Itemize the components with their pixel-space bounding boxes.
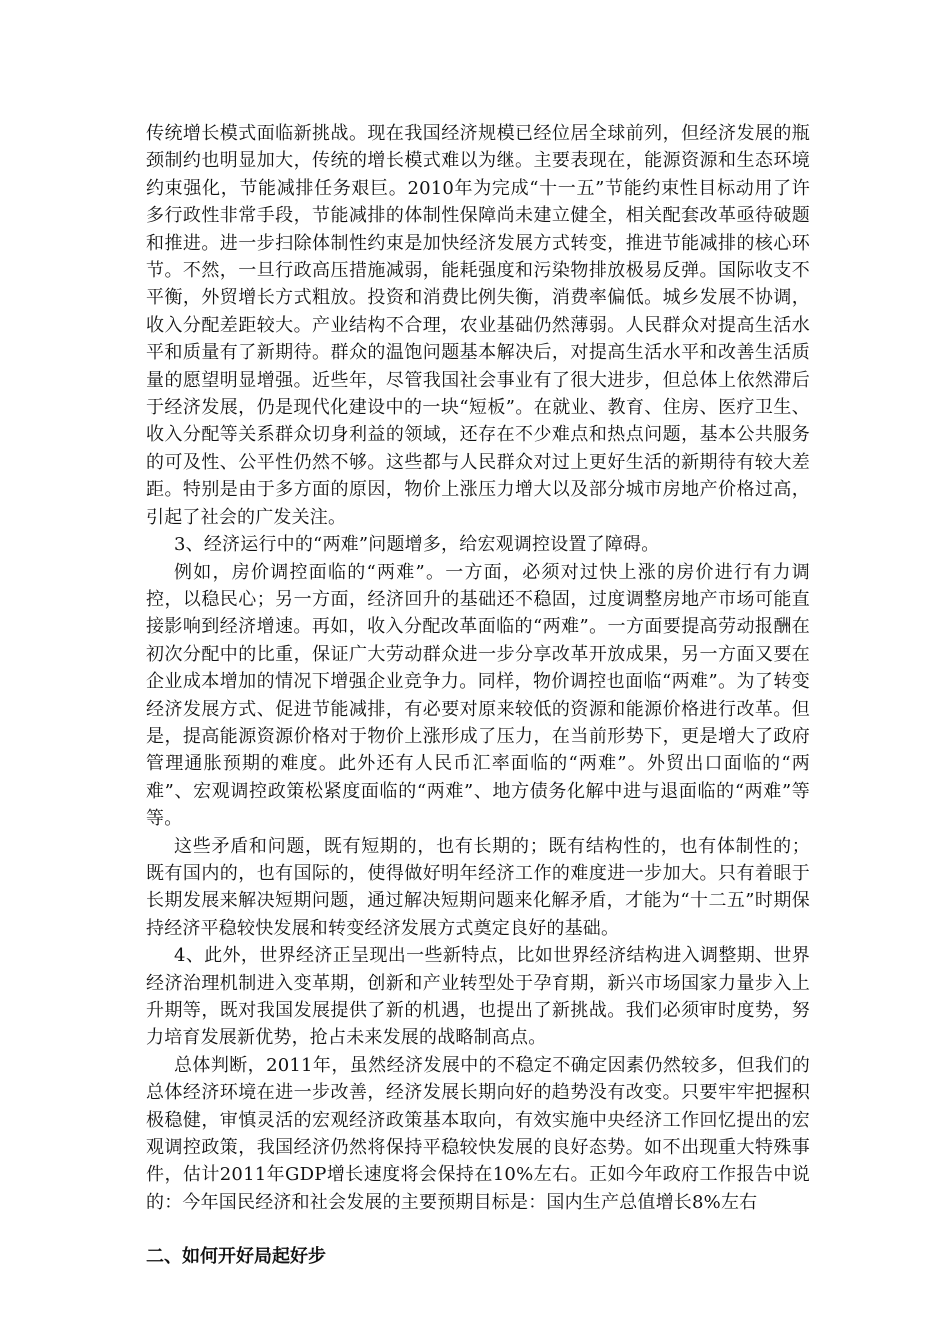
document-page <box>146 120 810 1271</box>
body-paragraph-1: 传统增长模式面临新挑战。现在我国经济规模已经位居全球前列，但经济发展的瓶颈制约也明显加大，传统的增长模式难以为继。主要表现在，能源资源和生态环境约束强化，节能减排任务艰巨。2010年为完成“十一五”节能约束性目标动用了许多行政性非常手段，节能减排的体制性保障尚未建立健全，相关配套改革亟待破题和推进。进一步扫除体制性约束是加快经济发展方式转变，推进节能减排的核心环节。不然，一旦行政高压措施减弱，能耗强度和污染物排放极易反弹。国际收支不平衡，外贸增长方式粗放。投资和消费比例失衡，消费率偏低。城乡发展不协调，收入分配差距较大。产业结构不合理，农业基础仍然薄弱。人民群众对提高生活水平和质量有了新期待。群众的温饱问题基本解决后，对提高生活水平和改善生活质量的愿望明显增强。近些年，尽管我国社会事业有了很大进步，但总体上依然滞后于经济发展，仍是现代化建设中的一块“短板”。在就业、教育、住房、医疗卫生、收入分配等关系群众切身利益的领域，还存在不少难点和热点问题，基本公共服务的可及性、公平性仍然不够。这些都与人民群众对过上更好生活的新期待有较大差距。特别是由于多方面的原因，物价上涨压力增大以及部分城市房地产价格过高，引起了社会的广发关注。 <box>146 123 810 528</box>
body-paragraph-3: 例如，房价调控面临的“两难”。一方面，必须对过快上涨的房价进行有力调控，以稳民心；另一方面，经济回升的基础还不稳固，过度调整房地产市场可能直接影响到经济增速。再如，收入分配改革面临的“两难”。一方面要提高劳动报酬在初次分配中的比重，保证广大劳动群众进一步分享改革开放成果，另一方面又要在企业成本增加的情况下增强企业竞争力。同样，物价调控也面临“两难”。为了转变经济发展方式、促进节能减排，有必要对原来较低的资源和能源价格进行改革。但是，提高能源资源价格对于物价上涨形成了压力，在当前形势下，更是增大了政府管理通胀预期的难度。此外还有人民币汇率面临的“两难”。外贸出口面临的“两难”、宏观调控政策松紧度面临的“两难”、地方债务化解中进与退面临的“两难”等等。 <box>146 561 810 830</box>
body-paragraph-5: 4、此外，世界经济正呈现出一些新特点，比如世界经济结构进入调整期、世界经济治理机制进入变革期，创新和产业转型处于孕育期，新兴市场国家力量步入上升期等，既对我国发展提供了新的机遇，也提出了新挑战。我们必须审时度势，努力培育发展新优势，抢占未来发展的战略制高点。 <box>146 945 810 1049</box>
body-paragraph-2: 3、经济运行中的“两难”问题增多，给宏观调控设置了障碍。 <box>174 534 660 556</box>
body-paragraph-4: 这些矛盾和问题，既有短期的，也有长期的；既有结构性的，也有体制性的；既有国内的，也有国际的，使得做好明年经济工作的难度进一步加大。只有着眼于长期发展来解决短期问题，通过解决短期问题来化解矛盾，才能为“十二五”时期保持经济平稳较快发展和转变经济发展方式奠定良好的基础。 <box>146 835 810 939</box>
section-heading: 二、如何开好局起好步 <box>146 1246 326 1268</box>
body-paragraph-6: 总体判断，2011年，虽然经济发展中的不稳定不确定因素仍然较多，但我们的总体经济环境在进一步改善，经济发展长期向好的趋势没有改变。只要牢牢把握积极稳健，审慎灵活的宏观经济政策基本取向，有效实施中央经济工作回忆提出的宏观调控政策，我国经济仍然将保持平稳较快发展的良好态势。如不出现重大特殊事件，估计2011年GDP增长速度将会保持在10%左右。正如今年政府工作报告中说的：今年国民经济和社会发展的主要预期目标是：国内生产总值增长8%左右 <box>146 1054 810 1213</box>
